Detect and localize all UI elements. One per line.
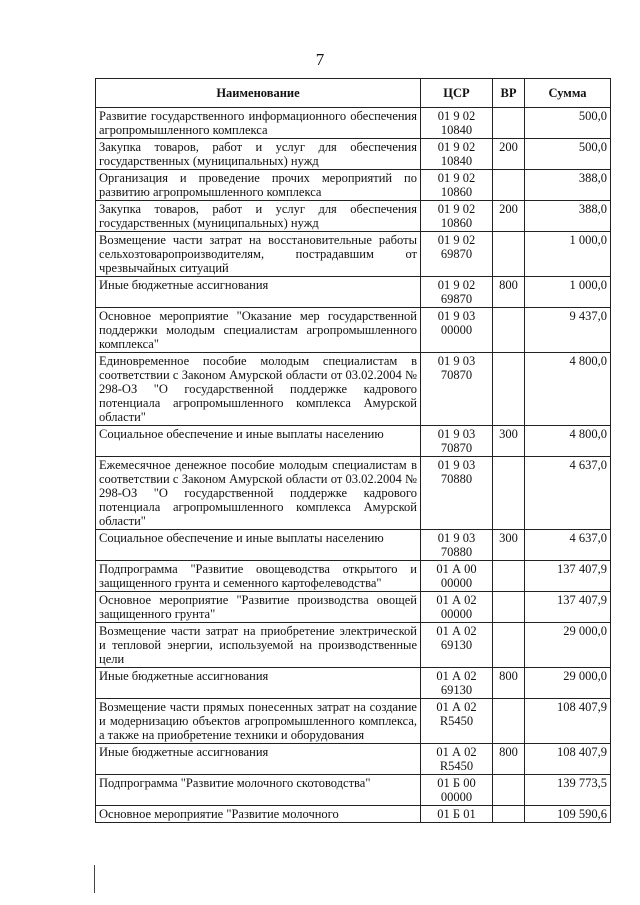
cell-name: Иные бюджетные ассигнования xyxy=(96,277,421,308)
table-row xyxy=(96,201,611,232)
cell-vr xyxy=(493,108,525,139)
cell-sum: 139 773,5 xyxy=(525,775,611,806)
table-row xyxy=(96,426,611,457)
table-row xyxy=(96,353,611,426)
table-header-row xyxy=(96,79,611,108)
table-row xyxy=(96,699,611,744)
cell-csr: 01 А 02 69130 xyxy=(421,668,493,699)
cell-vr: 200 xyxy=(493,201,525,232)
cell-sum: 108 407,9 xyxy=(525,744,611,775)
cell-name: Организация и проведение прочих мероприятий по развитию агропромышленного комплекса xyxy=(96,170,421,201)
cell-sum: 4 637,0 xyxy=(525,457,611,530)
cell-csr: 01 9 02 10840 xyxy=(421,139,493,170)
table-row xyxy=(96,561,611,592)
cell-sum: 500,0 xyxy=(525,139,611,170)
cell-vr xyxy=(493,353,525,426)
cell-name: Иные бюджетные ассигнования xyxy=(96,744,421,775)
cell-sum: 137 407,9 xyxy=(525,561,611,592)
cell-name: Подпрограмма "Развитие молочного скотоводства" xyxy=(96,775,421,806)
cell-name: Ежемесячное денежное пособие молодым специалистам в соответствии с Законом Амурской области от 03.02.2004 № 298-ОЗ "О государственной поддержке кадрового потенциала агропромышленного комплекса Амурской области" xyxy=(96,457,421,530)
budget-table xyxy=(95,78,611,823)
cell-sum: 4 800,0 xyxy=(525,353,611,426)
cell-vr xyxy=(493,775,525,806)
cell-name: Возмещение части затрат на восстановительные работы сельхозтоваропроизводителям, пострадавшим от чрезвычайных ситуаций xyxy=(96,232,421,277)
cell-csr: 01 9 03 70880 xyxy=(421,530,493,561)
cell-sum: 4 800,0 xyxy=(525,426,611,457)
table-row xyxy=(96,775,611,806)
cell-sum: 388,0 xyxy=(525,201,611,232)
cell-csr: 01 9 03 00000 xyxy=(421,308,493,353)
cell-csr: 01 Б 00 00000 xyxy=(421,775,493,806)
table-row xyxy=(96,139,611,170)
cell-vr xyxy=(493,699,525,744)
cell-csr: 01 А 02 00000 xyxy=(421,592,493,623)
cell-sum: 1 000,0 xyxy=(525,277,611,308)
header-csr: ЦСР xyxy=(421,79,493,108)
table-row xyxy=(96,277,611,308)
table-row xyxy=(96,108,611,139)
cell-name: Закупка товаров, работ и услуг для обеспечения государственных (муниципальных) нужд xyxy=(96,201,421,232)
header-vr: ВР xyxy=(493,79,525,108)
cell-vr xyxy=(493,232,525,277)
cell-vr: 200 xyxy=(493,139,525,170)
page-number: 7 xyxy=(315,50,325,69)
cell-sum: 108 407,9 xyxy=(525,699,611,744)
cell-sum: 388,0 xyxy=(525,170,611,201)
table-row xyxy=(96,623,611,668)
table-row xyxy=(96,744,611,775)
cell-csr: 01 А 02 69130 xyxy=(421,623,493,668)
cell-sum: 29 000,0 xyxy=(525,668,611,699)
cell-sum: 137 407,9 xyxy=(525,592,611,623)
cell-name: Возмещение части прямых понесенных затрат на создание и модернизацию объектов агропромышленного комплекса, а также на приобретение техники и оборудования xyxy=(96,699,421,744)
cell-vr: 300 xyxy=(493,426,525,457)
left-margin-mark xyxy=(94,865,95,893)
table-row xyxy=(96,232,611,277)
table-row xyxy=(96,457,611,530)
cell-sum: 29 000,0 xyxy=(525,623,611,668)
cell-csr: 01 А 02 R5450 xyxy=(421,744,493,775)
table-row xyxy=(96,308,611,353)
cell-csr: 01 9 03 70880 xyxy=(421,457,493,530)
budget-table-container xyxy=(95,78,610,823)
cell-csr: 01 А 00 00000 xyxy=(421,561,493,592)
table-row xyxy=(96,170,611,201)
cell-name: Социальное обеспечение и иные выплаты населению xyxy=(96,426,421,457)
table-row xyxy=(96,806,611,823)
cell-vr xyxy=(493,592,525,623)
cell-vr xyxy=(493,170,525,201)
cell-csr: 01 9 03 70870 xyxy=(421,426,493,457)
cell-name: Основное мероприятие "Развитие производства овощей защищенного грунта" xyxy=(96,592,421,623)
cell-vr xyxy=(493,308,525,353)
cell-vr: 800 xyxy=(493,277,525,308)
table-row xyxy=(96,530,611,561)
cell-sum: 500,0 xyxy=(525,108,611,139)
cell-vr xyxy=(493,561,525,592)
header-name: Наименование xyxy=(96,79,421,108)
table-body xyxy=(96,108,611,823)
cell-csr: 01 9 02 10860 xyxy=(421,170,493,201)
cell-name: Основное мероприятие "Оказание мер государственной поддержки молодым специалистам агропромышленного комплекса" xyxy=(96,308,421,353)
cell-name: Возмещение части затрат на приобретение электрической и тепловой энергии, используемой на производственные цели xyxy=(96,623,421,668)
table-row xyxy=(96,592,611,623)
cell-sum: 4 637,0 xyxy=(525,530,611,561)
cell-csr: 01 9 03 70870 xyxy=(421,353,493,426)
table-row xyxy=(96,668,611,699)
cell-vr xyxy=(493,806,525,823)
cell-vr: 800 xyxy=(493,744,525,775)
cell-csr: 01 9 02 69870 xyxy=(421,277,493,308)
cell-name: Иные бюджетные ассигнования xyxy=(96,668,421,699)
cell-sum: 109 590,6 xyxy=(525,806,611,823)
cell-name: Основное мероприятие "Развитие молочного xyxy=(96,806,421,823)
cell-csr: 01 9 02 10860 xyxy=(421,201,493,232)
cell-name: Развитие государственного информационного обеспечения агропромышленного комплекса xyxy=(96,108,421,139)
cell-name: Закупка товаров, работ и услуг для обеспечения государственных (муниципальных) нужд xyxy=(96,139,421,170)
cell-sum: 9 437,0 xyxy=(525,308,611,353)
cell-name: Социальное обеспечение и иные выплаты населению xyxy=(96,530,421,561)
cell-vr: 300 xyxy=(493,530,525,561)
cell-vr: 800 xyxy=(493,668,525,699)
cell-vr xyxy=(493,457,525,530)
cell-vr xyxy=(493,623,525,668)
cell-sum: 1 000,0 xyxy=(525,232,611,277)
cell-csr: 01 9 02 69870 xyxy=(421,232,493,277)
header-sum: Сумма xyxy=(525,79,611,108)
cell-csr: 01 9 02 10840 xyxy=(421,108,493,139)
cell-csr: 01 А 02 R5450 xyxy=(421,699,493,744)
cell-name: Единовременное пособие молодым специалистам в соответствии с Законом Амурской области от 03.02.2004 № 298-ОЗ "О государственной поддержке кадрового потенциала агропромышленного комплекса Амурской области" xyxy=(96,353,421,426)
cell-name: Подпрограмма "Развитие овощеводства открытого и защищенного грунта и семенного картофелеводства" xyxy=(96,561,421,592)
cell-csr: 01 Б 01 xyxy=(421,806,493,823)
